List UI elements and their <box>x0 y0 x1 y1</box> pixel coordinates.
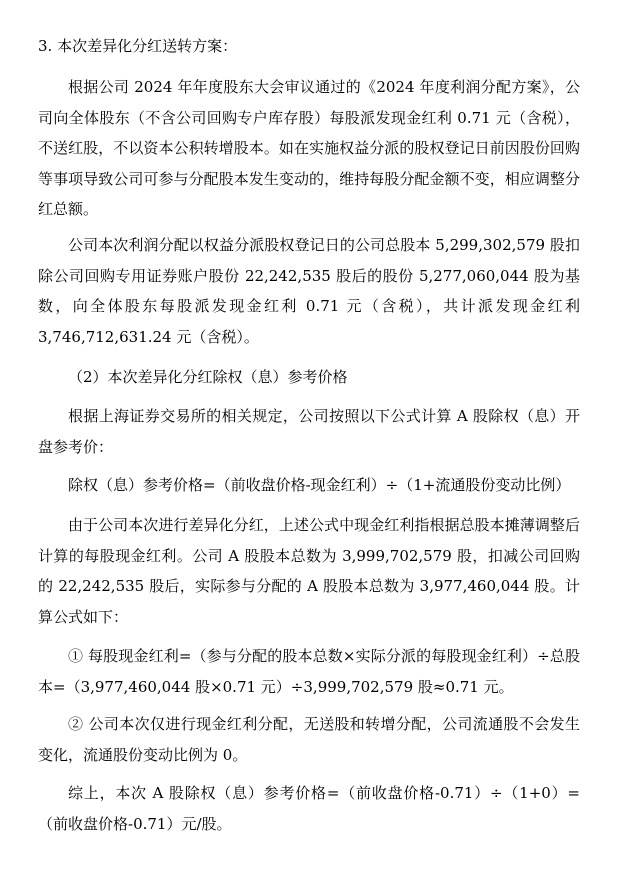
paragraph-dividend-plan: 根据公司 2024 年年度股东大会审议通过的《2024 年度利润分配方案》，公司向全体股东（不含公司回购专户库存股）每股派发现金红利 0.71 元（含税），不送红股，不以资本公积转增股本。如在实施权益分派的股权登记日前因股份回购等事项导致公司可参与分配股本发生变动的，维持每股分配金额不变，相应调整分红总额。 <box>38 78 580 218</box>
paragraph-conclusion: 综上，本次 A 股除权（息）参考价格=（前收盘价格-0.71）÷（1+0）=（前收盘价格-0.71）元/股。 <box>38 784 580 833</box>
list-item-cash-dividend-calc: ① 每股现金红利=（参与分配的股本总数×实际分派的每股现金红利）÷总股本=（3,977,460,044 股×0.71 元）÷3,999,702,579 股≈0.71 元。 <box>38 647 580 696</box>
formula-reference-price: 除权（息）参考价格=（前收盘价格-现金红利）÷（1+流通股份变动比例） <box>68 476 571 494</box>
paragraph-differential-explanation: 由于公司本次进行差异化分红，上述公式中现金红利指根据总股本摊薄调整后计算的每股现金红利。公司 A 股股本总数为 3,999,702,579 股，扣减公司回购的 22,242,535 股后，实际参与分配的 A 股股本总数为 3,977,460,044 股。计算公式如下： <box>38 516 580 626</box>
section-heading: 3. 本次差异化分红送转方案： <box>38 37 238 55</box>
list-item-share-change: ② 公司本次仅进行现金红利分配，无送股和转增分配，公司流通股不会发生变化，流通股份变动比例为 0。 <box>38 715 580 764</box>
paragraph-dividend-base: 公司本次利润分配以权益分派股权登记日的公司总股本 5,299,302,579 股扣除公司回购专用证券账户股份 22,242,535 股后的股份 5,277,060,044 股为基数，向全体股东每股派发现金红利 0.71 元（含税），共计派发现金红利 3,746,712,631.24 元（含税）。 <box>38 236 580 346</box>
paragraph-formula-intro: 根据上海证券交易所的相关规定，公司按照以下公式计算 A 股除权（息）开盘参考价： <box>38 407 580 456</box>
subheading-reference-price: （2）本次差异化分红除权（息）参考价格 <box>68 368 348 386</box>
